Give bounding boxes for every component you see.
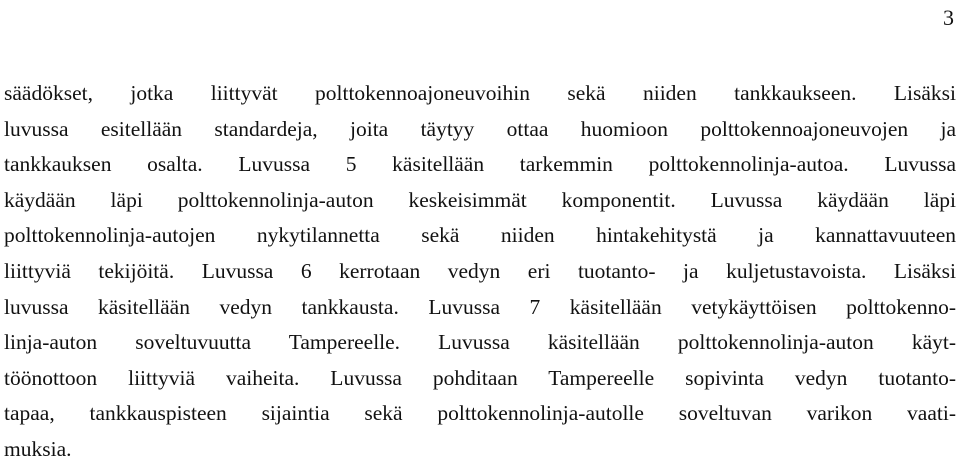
body-paragraph <box>4 76 956 468</box>
paragraph-line: luvussa esitellään standardeja, joita täytyy ottaa huomioon polttokennoajoneuvojen ja <box>4 116 956 141</box>
paragraph-line: tapaa, tankkauspisteen sijaintia sekä polttokennolinja-autolle soveltuvan varikon vaati- <box>4 401 956 426</box>
paragraph-line: tankkauksen osalta. Luvussa 5 käsitellään tarkemmin polttokennolinja-autoa. Luvussa <box>4 152 956 177</box>
paragraph-line: töönottoon liittyviä vaiheita. Luvussa pohditaan Tampereelle sopivinta vedyn tuotanto- <box>4 365 956 390</box>
paragraph-line: linja-auton soveltuvuutta Tampereelle. Luvussa käsitellään polttokennolinja-auton käyt- <box>4 330 956 355</box>
paragraph-line: polttokennolinja-autojen nykytilannetta sekä niiden hintakehitystä ja kannattavuuteen <box>4 223 956 248</box>
paragraph-line: säädökset, jotka liittyvät polttokennoajoneuvoihin sekä niiden tankkaukseen. Lisäksi <box>4 81 956 105</box>
paragraph-line: luvussa käsitellään vedyn tankkausta. Luvussa 7 käsitellään vetykäyttöisen polttokenno- <box>4 294 956 319</box>
paragraph-line: muksia. <box>4 436 72 461</box>
paragraph-line: käydään läpi polttokennolinja-auton keskeisimmät komponentit. Luvussa käydään läpi <box>4 187 956 212</box>
paragraph-line: liittyviä tekijöitä. Luvussa 6 kerrotaan vedyn eri tuotanto- ja kuljetustavoista. Lisäksi <box>4 258 956 283</box>
page-number: 3 <box>943 5 954 30</box>
